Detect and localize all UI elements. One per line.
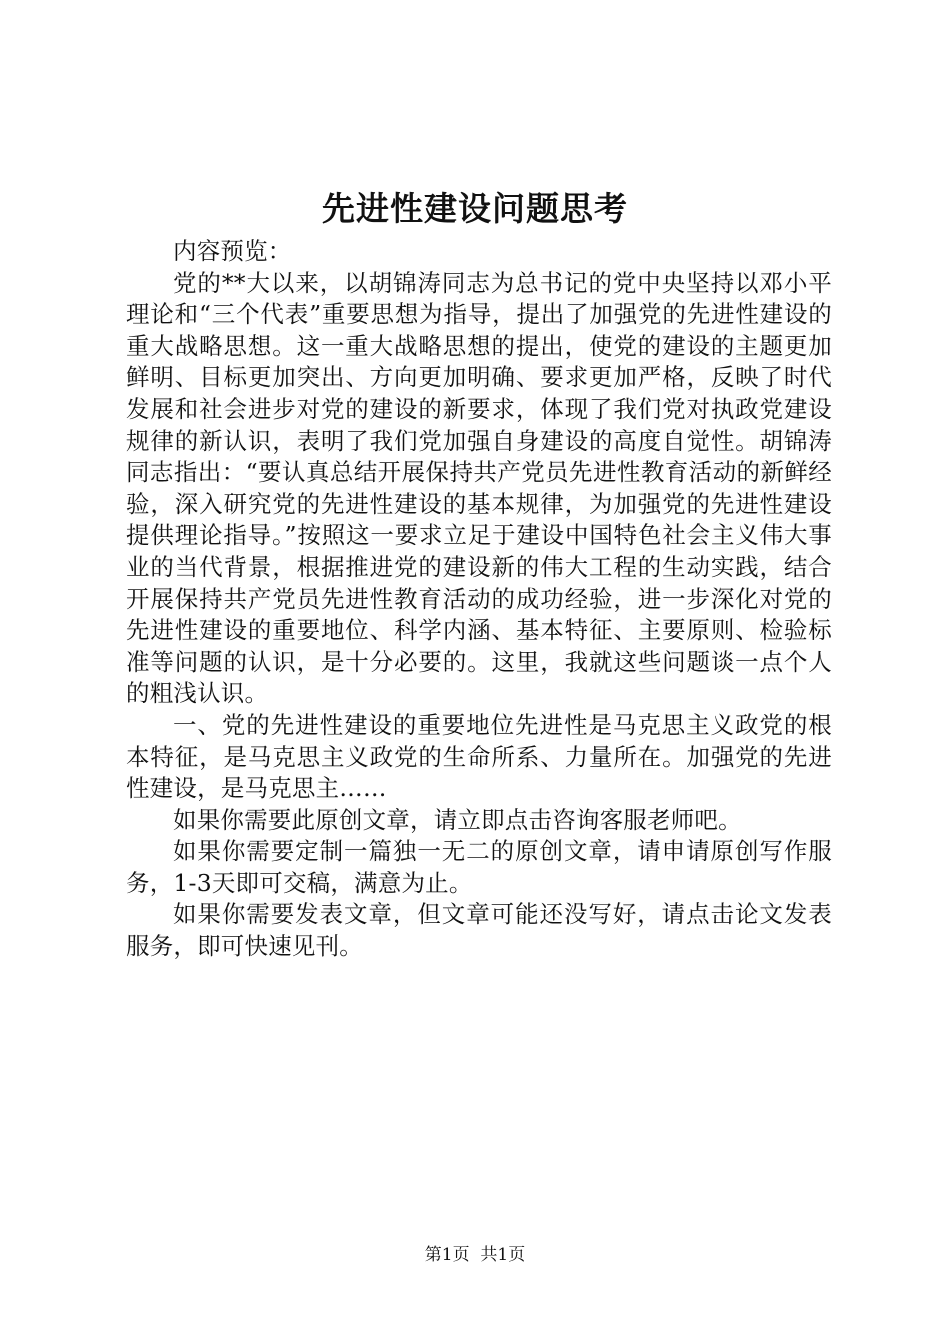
preview-label: 内容预览： — [173, 237, 292, 265]
document-title: 先进性建设问题思考 — [322, 189, 628, 228]
page-footer — [0, 1243, 950, 1267]
footer-separator — [470, 1245, 481, 1265]
page-number: 第1页 — [424, 1245, 470, 1265]
intro-paragraph: 党的**大以来，以胡锦涛同志为总书记的党中央坚持以邓小平理论和“三个代表”重要思想为指导，提出了加强党的先进性建设的重大战略思想。这一重大战略思想的提出，使党的建设的主题更加鲜明、目标更加突出、方向更加明确、要求更加严格，反映了时代发展和社会进步对党的建设的新要求，体现了我们党对执政党建设规律的新认识，表明了我们党加强自身建设的高度自觉性。胡锦涛同志指出：“要认真总结开展保持共产党员先进性教育活动的新鲜经验，深入研究党的先进性建设的基本规律，为加强党的先进性建设提供理论指导。”按照这一要求立足于建设中国特色社会主义伟大事业的当代背景，根据推进党的建设新的伟大工程的生动实践，结合开展保持共产党员先进性教育活动的成功经验，进一步深化对党的先进性建设的重要地位、科学内涵、基本特征、主要原则、检验标准等问题的认识，是十分必要的。这里，我就这些问题谈一点个人的粗浅认识。 — [126, 268, 832, 708]
document-body — [126, 236, 832, 963]
publishing-service-paragraph: 如果你需要发表文章，但文章可能还没写好，请点击论文发表服务，即可快速见刊。 — [126, 900, 832, 961]
custom-writing-paragraph: 如果你需要定制一篇独一无二的原创文章，请申请原创写作服务，1-3天即可交稿，满意为止。 — [126, 837, 832, 897]
page-total: 共1页 — [480, 1245, 526, 1265]
section-one-paragraph: 一、党的先进性建设的重要地位先进性是马克思主义政党的根本特征，是马克思主义政党的生命所系、力量所在。加强党的先进性建设，是马克思主…… — [126, 710, 832, 803]
consult-service-paragraph: 如果你需要此原创文章，请立即点击咨询客服老师吧。 — [173, 805, 742, 834]
